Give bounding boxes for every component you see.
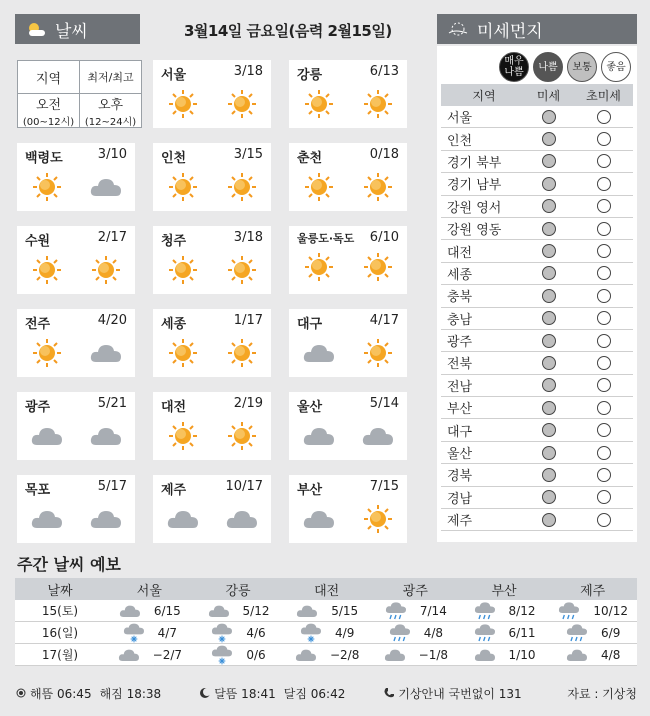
city-temp: 10/17 [225, 479, 263, 494]
weekly-temp: 4/9 [335, 625, 355, 640]
cloud-icon [302, 338, 336, 368]
city-card [17, 475, 135, 543]
dust-table-header [441, 84, 633, 106]
legend-region: 지역 [35, 71, 62, 87]
city-name: 춘천 [297, 151, 323, 166]
city-temp: 4/20 [97, 313, 127, 328]
sun-icon [166, 172, 200, 202]
weekly-temp: −2/8 [329, 647, 360, 662]
weekly-cell [371, 601, 460, 621]
weekly-temp: 8/12 [508, 603, 536, 618]
weekly-temp: 4/6 [246, 625, 266, 640]
sun-icon [225, 421, 259, 451]
city-temp: 3/18 [233, 230, 263, 245]
pm10-level-dot [542, 468, 556, 482]
sun-icon [166, 255, 200, 285]
sun-icon [361, 172, 395, 202]
dust-region: 울산 [447, 447, 473, 463]
weather-section-title [15, 14, 140, 44]
weekly-cell [194, 601, 283, 621]
city-name: 세종 [161, 317, 187, 332]
sun-icon [361, 338, 395, 368]
moonset-time: 달짐 06:42 [283, 686, 346, 701]
rain-icon [473, 623, 497, 643]
weekly-temp: −2/7 [152, 647, 183, 662]
weekly-row [15, 600, 637, 622]
pm10-level-dot [542, 401, 556, 415]
dust-icon [447, 21, 469, 37]
city-name: 백령도 [25, 151, 63, 166]
pm25-level-dot [597, 378, 611, 392]
city-name: 대전 [161, 400, 187, 415]
city-card [153, 60, 271, 128]
dust-row [441, 330, 633, 352]
pm10-level-dot [542, 513, 556, 527]
dust-title: 미세먼지 [477, 21, 543, 42]
city-temp: 5/21 [97, 396, 127, 411]
legend-bad: 나쁨 [533, 52, 563, 82]
weekly-header-city: 제주 [580, 583, 606, 599]
weekly-cell [105, 601, 194, 621]
city-card [153, 309, 271, 377]
pm10-level-dot [542, 311, 556, 325]
weekly-cell [548, 645, 637, 665]
rain-icon [384, 601, 408, 621]
pm10-level-dot [542, 222, 556, 236]
weekly-cell [282, 623, 371, 643]
sun-icon [361, 252, 395, 282]
snow-icon [122, 623, 146, 643]
dust-header-pm10: 미세 [536, 88, 561, 103]
snow-icon [299, 623, 323, 643]
moonrise-time: 달뜸 18:41 [214, 686, 276, 701]
weekly-date: 17(월) [41, 648, 79, 662]
city-name: 강릉 [297, 68, 323, 83]
dust-header-region: 지역 [472, 88, 496, 103]
dust-region: 강원 영서 [447, 200, 502, 216]
city-name: 광주 [25, 400, 51, 415]
weekly-header-date: 날짜 [47, 583, 73, 599]
city-name: 수원 [25, 234, 51, 249]
city-card [153, 143, 271, 211]
cloud-icon [383, 645, 407, 665]
city-temp: 4/17 [369, 313, 399, 328]
pm10-level-dot [542, 177, 556, 191]
city-card [17, 309, 135, 377]
dust-row [441, 196, 633, 218]
weekly-cell [460, 645, 549, 665]
cloud-icon [302, 504, 336, 534]
weekly-header-city: 광주 [402, 583, 428, 599]
cloud-icon [30, 504, 64, 534]
pm10-level-dot [542, 334, 556, 348]
dust-row [441, 218, 633, 240]
sun-icon [225, 172, 259, 202]
legend-minmax: 최저/최고 [87, 71, 134, 84]
pm25-level-dot [597, 311, 611, 325]
weekly-cell [282, 645, 371, 665]
weekly-temp: 0/6 [246, 647, 266, 662]
cloud-icon [294, 645, 318, 665]
cloud-icon [361, 421, 395, 451]
dust-row [441, 352, 633, 374]
footer [15, 680, 637, 706]
dust-row [441, 173, 633, 195]
sun-icon [302, 172, 336, 202]
pm10-level-dot [542, 199, 556, 213]
city-temp: 6/13 [369, 64, 399, 79]
pm25-level-dot [597, 199, 611, 213]
city-name: 인천 [161, 151, 187, 166]
weekly-row [15, 622, 637, 644]
dust-row [441, 442, 633, 464]
dust-section-title [437, 14, 637, 44]
pm25-level-dot [597, 244, 611, 258]
pm10-level-dot [542, 132, 556, 146]
weekly-header-city: 서울 [136, 583, 162, 599]
weekly-temp: 6/11 [508, 625, 536, 640]
weekly-table [15, 578, 637, 666]
pm25-level-dot [597, 177, 611, 191]
sun-icon [361, 504, 395, 534]
dust-row [441, 487, 633, 509]
city-name: 전주 [25, 317, 51, 332]
city-temp: 1/17 [233, 313, 263, 328]
pm10-level-dot [542, 266, 556, 280]
moon-icon [199, 687, 211, 699]
city-card [153, 475, 271, 543]
cloud-icon [295, 601, 319, 621]
pm10-level-dot [542, 446, 556, 460]
snow-icon [210, 623, 234, 643]
weather-legend [17, 60, 142, 128]
dust-header-pm25: 초미세 [586, 88, 621, 103]
sun-icon [30, 255, 64, 285]
dust-row [441, 128, 633, 150]
cloud-icon [473, 645, 497, 665]
dust-row [441, 285, 633, 307]
sunrise-time: 해뜸 06:45 [30, 686, 92, 701]
pm25-level-dot [597, 334, 611, 348]
sunrise-icon [15, 687, 27, 699]
weekly-date: 15(토) [41, 604, 79, 618]
cloud-icon [118, 601, 142, 621]
city-card [289, 475, 407, 543]
dust-row [441, 464, 633, 486]
city-temp: 6/10 [369, 230, 399, 245]
city-card [289, 309, 407, 377]
weekly-temp: 4/7 [157, 625, 177, 640]
city-card [289, 143, 407, 211]
city-card [153, 392, 271, 460]
pm25-level-dot [597, 110, 611, 124]
legend-pm-time: (12~24시) [84, 116, 137, 128]
city-name: 청주 [161, 234, 187, 249]
weekly-temp: 4/8 [423, 625, 443, 640]
weekly-temp: −1/8 [418, 647, 449, 662]
weekly-temp: 5/15 [331, 603, 359, 618]
pm25-level-dot [597, 289, 611, 303]
city-card [289, 226, 407, 294]
cloud-icon [30, 421, 64, 451]
pm25-level-dot [597, 490, 611, 504]
weekly-cell [105, 623, 194, 643]
weekly-cell [194, 623, 283, 643]
sun-icon [361, 89, 395, 119]
sun-icon [30, 338, 64, 368]
weekly-row [15, 644, 637, 666]
dust-region: 강원 영동 [447, 223, 502, 239]
weekly-header-city: 부산 [491, 583, 517, 599]
pm10-level-dot [542, 289, 556, 303]
pm25-level-dot [597, 154, 611, 168]
sun-icon [225, 338, 259, 368]
dust-region: 경남 [447, 491, 473, 507]
weather-info-number: 기상안내 국번없이 131 [398, 686, 522, 701]
sun-icon [30, 172, 64, 202]
city-temp: 0/18 [369, 147, 399, 162]
phone-icon [383, 687, 395, 699]
cloud-icon [89, 421, 123, 451]
city-temp: 3/10 [97, 147, 127, 162]
rain-icon [473, 601, 497, 621]
city-name: 울릉도·독도 [297, 232, 355, 245]
cloud-icon [225, 504, 259, 534]
city-card [17, 143, 135, 211]
weekly-cell [548, 601, 637, 621]
city-temp: 7/15 [369, 479, 399, 494]
cloud-icon [89, 172, 123, 202]
dust-row [441, 419, 633, 441]
city-name: 제주 [161, 483, 187, 498]
weekly-cell [371, 645, 460, 665]
pm25-level-dot [597, 356, 611, 370]
cloud-icon [302, 421, 336, 451]
city-card [17, 226, 135, 294]
weekly-temp: 6/15 [153, 603, 181, 618]
rain-icon [557, 601, 581, 621]
dust-region: 대구 [447, 424, 473, 440]
dust-region: 충북 [447, 290, 473, 306]
weekly-temp: 6/9 [601, 625, 621, 640]
weekly-title: 주간 날씨 예보 [17, 555, 121, 574]
cloud-icon [565, 645, 589, 665]
weekly-cell [282, 601, 371, 621]
pm10-level-dot [542, 154, 556, 168]
weekly-temp: 7/14 [419, 603, 447, 618]
weekly-cell [194, 645, 283, 665]
pm25-level-dot [597, 132, 611, 146]
dust-region: 서울 [447, 111, 473, 127]
legend-very-bad: 매우나쁨 [499, 52, 529, 82]
legend-am: 오전 [35, 97, 62, 113]
city-temp: 3/18 [233, 64, 263, 79]
dust-row [441, 106, 633, 128]
city-temp: 3/15 [233, 147, 263, 162]
pm10-level-dot [542, 423, 556, 437]
dust-region: 세종 [447, 267, 473, 283]
date-line: 3월14일 금요일(음력 2월15일) [184, 22, 392, 40]
city-temp: 2/17 [97, 230, 127, 245]
sun-icon [225, 89, 259, 119]
sun-cloud-icon [25, 21, 47, 37]
dust-row [441, 397, 633, 419]
dust-region: 대전 [447, 245, 473, 261]
dust-region: 인천 [447, 133, 473, 149]
city-temp: 5/14 [369, 396, 399, 411]
pm25-level-dot [597, 468, 611, 482]
weekly-temp: 10/12 [593, 603, 628, 618]
sun-icon [89, 255, 123, 285]
legend-normal: 보통 [567, 52, 597, 82]
pm10-level-dot [542, 356, 556, 370]
dust-region: 전북 [447, 357, 473, 373]
sunset-time: 해짐 18:38 [99, 686, 162, 701]
snow-icon [210, 645, 234, 665]
pm25-level-dot [597, 222, 611, 236]
cloud-icon [117, 645, 141, 665]
city-name: 목포 [25, 483, 51, 498]
weekly-temp: 1/10 [508, 647, 536, 662]
pm25-level-dot [597, 423, 611, 437]
weekly-cell [460, 601, 549, 621]
pm10-level-dot [542, 378, 556, 392]
weekly-table-header [15, 578, 637, 600]
dust-panel [437, 46, 637, 542]
sun-icon [166, 421, 200, 451]
dust-row [441, 509, 633, 531]
pm25-level-dot [597, 401, 611, 415]
pm25-level-dot [597, 513, 611, 527]
dust-region: 부산 [447, 402, 473, 418]
city-card [289, 60, 407, 128]
weekly-cell [548, 623, 637, 643]
weekly-date: 16(일) [41, 626, 79, 640]
sun-icon [302, 89, 336, 119]
rain-icon [388, 623, 412, 643]
dust-region: 광주 [447, 335, 473, 351]
dust-region: 경기 남부 [447, 178, 502, 194]
dust-region: 경북 [447, 469, 473, 485]
weekly-cell [371, 623, 460, 643]
cloud-icon [89, 504, 123, 534]
weekly-header-city: 강릉 [225, 583, 251, 599]
city-name: 부산 [297, 483, 323, 498]
weather-title: 날씨 [55, 21, 88, 42]
dust-region: 전남 [447, 379, 473, 395]
pm10-level-dot [542, 490, 556, 504]
dust-row [441, 308, 633, 330]
legend-good: 좋음 [601, 52, 631, 82]
city-card [153, 226, 271, 294]
legend-am-time: (00~12시) [22, 116, 75, 128]
sun-icon [225, 255, 259, 285]
sun-icon [166, 89, 200, 119]
sun-icon [166, 338, 200, 368]
dust-region: 제주 [447, 514, 473, 530]
cloud-icon [166, 504, 200, 534]
dust-row [441, 263, 633, 285]
dust-row [441, 240, 633, 262]
dust-region: 충남 [447, 312, 473, 328]
city-card [289, 392, 407, 460]
weekly-temp: 4/8 [601, 647, 621, 662]
city-name: 울산 [297, 400, 323, 415]
weekly-cell [460, 623, 549, 643]
city-temp: 5/17 [97, 479, 127, 494]
legend-pm: 오후 [97, 97, 124, 113]
dust-row [441, 151, 633, 173]
data-source: 자료 : 기상청 [567, 686, 637, 701]
weekly-header-city: 대전 [314, 583, 340, 599]
pm10-level-dot [542, 110, 556, 124]
city-name: 대구 [297, 317, 323, 332]
dust-region: 경기 북부 [447, 155, 502, 171]
rain-icon [565, 623, 589, 643]
city-name: 서울 [161, 68, 187, 83]
sun-icon [302, 252, 336, 282]
weekly-temp: 5/12 [242, 603, 270, 618]
weekly-cell [105, 645, 194, 665]
dust-row [441, 375, 633, 397]
cloud-icon [207, 601, 231, 621]
city-temp: 2/19 [233, 396, 263, 411]
pm10-level-dot [542, 244, 556, 258]
pm25-level-dot [597, 266, 611, 280]
cloud-icon [89, 338, 123, 368]
pm25-level-dot [597, 446, 611, 460]
city-card [17, 392, 135, 460]
